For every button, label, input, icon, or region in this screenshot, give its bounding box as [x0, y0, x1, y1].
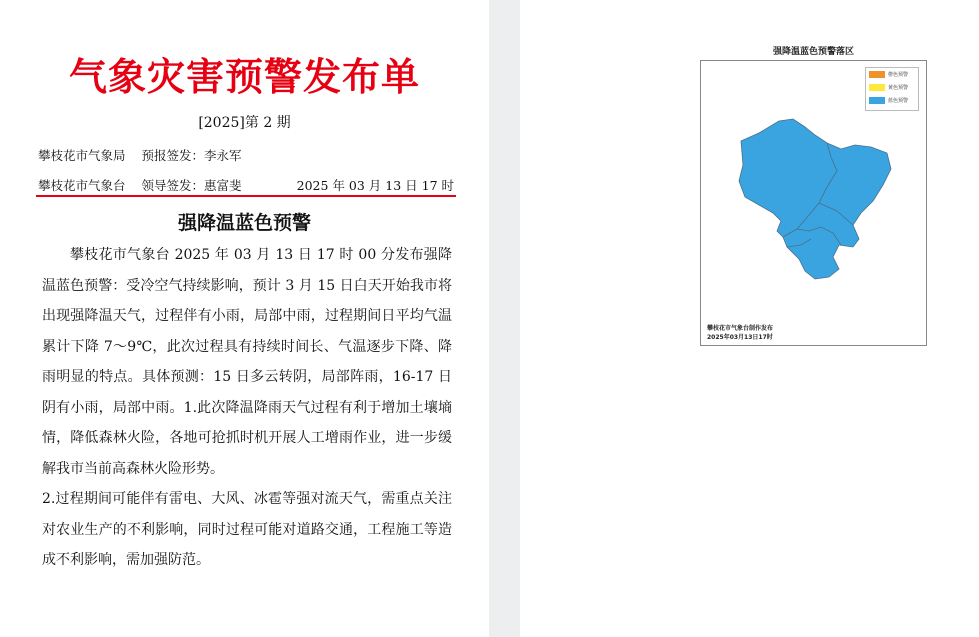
leader-sign-row: [38, 176, 454, 194]
document-title: 气象灾害预警发布单: [68, 55, 420, 99]
blue-swatch: [869, 97, 885, 104]
leader-sign-label: 领导签发：: [141, 178, 205, 193]
legend-label: 黄色预警: [888, 85, 909, 91]
yellow-swatch: [869, 84, 885, 91]
body-paragraph: 攀枝花市气象台 2025 年 03 月 13 日 17 时 00 分发布强降温蓝色预警：受冷空气持续影响，预计 3 月 15 日白天开始我市将出现强降温天气，过程伴有小雨，局部中雨，过程期间日平均气温累计下降 7～9℃，此次过程具有持续时间长、气温逐步下降、降雨明显的特点。具体预测：15 日多云转阴，局部阵雨，16-17 日阴有小雨，局部中雨。1.此次降温降雨天气过程有利于增加土壤墒情，降低森林火险，各地可抢抓时机开展人工增雨作业，进一步缓解我市当前高森林火险形势。: [42, 247, 452, 477]
legend-label: 橙色预警: [888, 72, 909, 78]
issue-number: [2025]第 2 期: [198, 115, 291, 131]
legend-yellow: [866, 81, 918, 94]
orange-swatch: [869, 71, 885, 78]
issue-datetime: 2025 年 03 月 13 日 17 时: [296, 178, 454, 193]
legend-label: 蓝色预警: [888, 98, 909, 104]
forecast-sign-row: [38, 146, 242, 164]
document-page: [0, 0, 489, 637]
credit-line: 2025年03月13日17时: [707, 334, 773, 341]
forecast-signer: 李永军: [204, 148, 242, 163]
map-title: 强降温蓝色预警落区: [772, 47, 854, 57]
red-divider: [36, 195, 456, 197]
body-paragraph: 2.过程期间可能伴有雷电、大风、冰雹等强对流天气，需重点关注对农业生产的不利影响，同时过程可能对道路交通，工程施工等造成不利影响，需加强防范。: [42, 491, 452, 568]
warning-heading: 强降温蓝色预警: [177, 212, 311, 234]
map-legend: [865, 67, 919, 111]
credit-line: 攀枝花市气象台制作发布: [707, 325, 774, 332]
leader-org: 攀枝花市气象台: [38, 178, 126, 193]
leader-signer: 惠富斐: [204, 178, 242, 193]
legend-orange: [866, 68, 918, 81]
region-shape: [739, 119, 891, 279]
warning-map: [700, 60, 927, 346]
warning-body: [42, 240, 452, 576]
forecast-org: 攀枝花市气象局: [38, 148, 126, 163]
forecast-sign-label: 预报签发：: [141, 148, 205, 163]
map-credit: [707, 324, 773, 342]
legend-blue: [866, 94, 918, 107]
